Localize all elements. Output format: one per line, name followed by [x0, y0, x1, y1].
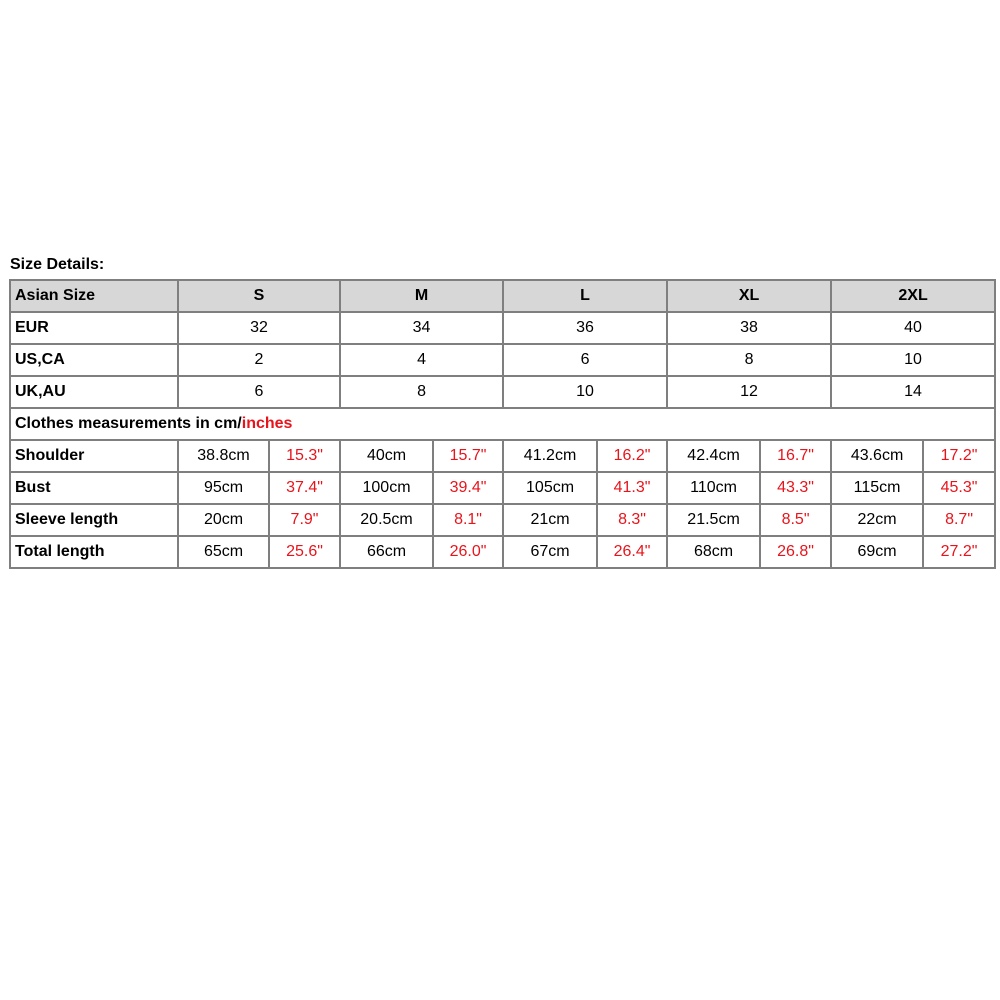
inch-value: 8.5" [760, 504, 831, 536]
conversion-value: 34 [340, 312, 503, 344]
conversion-value: 4 [340, 344, 503, 376]
inch-value: 45.3" [923, 472, 995, 504]
cm-value: 41.2cm [503, 440, 597, 472]
measurements-heading-row [10, 408, 995, 440]
conversion-value: 40 [831, 312, 995, 344]
cm-value: 115cm [831, 472, 923, 504]
conversion-value: 6 [503, 344, 667, 376]
conversion-value: 10 [503, 376, 667, 408]
inch-value: 17.2" [923, 440, 995, 472]
conversion-row [10, 312, 995, 344]
size-chart-table [9, 279, 996, 569]
cm-value: 66cm [340, 536, 433, 568]
row-label: EUR [10, 312, 178, 344]
conversion-value: 36 [503, 312, 667, 344]
inch-value: 15.7" [433, 440, 503, 472]
conversion-row [10, 376, 995, 408]
size-header: 2XL [831, 280, 995, 312]
conversion-row [10, 344, 995, 376]
inch-value: 43.3" [760, 472, 831, 504]
size-header: XL [667, 280, 831, 312]
cm-value: 22cm [831, 504, 923, 536]
row-label: UK,AU [10, 376, 178, 408]
measurements-heading-prefix: Clothes measurements in cm/ [15, 415, 242, 432]
measurement-row [10, 440, 995, 472]
cm-value: 95cm [178, 472, 269, 504]
inch-value: 16.2" [597, 440, 667, 472]
inch-value: 26.4" [597, 536, 667, 568]
header-row [10, 280, 995, 312]
cm-value: 100cm [340, 472, 433, 504]
inch-value: 39.4" [433, 472, 503, 504]
conversion-value: 6 [178, 376, 340, 408]
inch-value: 7.9" [269, 504, 340, 536]
inch-value: 27.2" [923, 536, 995, 568]
cm-value: 38.8cm [178, 440, 269, 472]
inch-value: 37.4" [269, 472, 340, 504]
row-label: Sleeve length [10, 504, 178, 536]
measurements-heading [10, 408, 995, 440]
size-details-section [9, 255, 994, 569]
inch-value: 8.3" [597, 504, 667, 536]
size-header: S [178, 280, 340, 312]
cm-value: 69cm [831, 536, 923, 568]
inch-value: 16.7" [760, 440, 831, 472]
inch-value: 15.3" [269, 440, 340, 472]
inch-value: 41.3" [597, 472, 667, 504]
cm-value: 21cm [503, 504, 597, 536]
row-label: Bust [10, 472, 178, 504]
cm-value: 40cm [340, 440, 433, 472]
size-header: M [340, 280, 503, 312]
conversion-value: 10 [831, 344, 995, 376]
cm-value: 110cm [667, 472, 760, 504]
inch-value: 25.6" [269, 536, 340, 568]
cm-value: 20.5cm [340, 504, 433, 536]
conversion-value: 32 [178, 312, 340, 344]
measurement-row [10, 536, 995, 568]
inch-value: 26.0" [433, 536, 503, 568]
conversion-value: 2 [178, 344, 340, 376]
cm-value: 105cm [503, 472, 597, 504]
size-chart-body [10, 280, 995, 568]
conversion-value: 38 [667, 312, 831, 344]
conversion-value: 12 [667, 376, 831, 408]
cm-value: 43.6cm [831, 440, 923, 472]
cm-value: 67cm [503, 536, 597, 568]
row-label: Shoulder [10, 440, 178, 472]
measurement-row [10, 472, 995, 504]
cm-value: 42.4cm [667, 440, 760, 472]
inches-highlight: inches [241, 415, 293, 432]
cm-value: 65cm [178, 536, 269, 568]
measurement-row [10, 504, 995, 536]
cm-value: 20cm [178, 504, 269, 536]
header-label: Asian Size [10, 280, 178, 312]
size-header: L [503, 280, 667, 312]
inch-value: 8.1" [433, 504, 503, 536]
conversion-value: 8 [667, 344, 831, 376]
row-label: Total length [10, 536, 178, 568]
conversion-value: 14 [831, 376, 995, 408]
inch-value: 26.8" [760, 536, 831, 568]
cm-value: 68cm [667, 536, 760, 568]
section-title: Size Details: [10, 256, 105, 273]
row-label: US,CA [10, 344, 178, 376]
conversion-value: 8 [340, 376, 503, 408]
cm-value: 21.5cm [667, 504, 760, 536]
inch-value: 8.7" [923, 504, 995, 536]
